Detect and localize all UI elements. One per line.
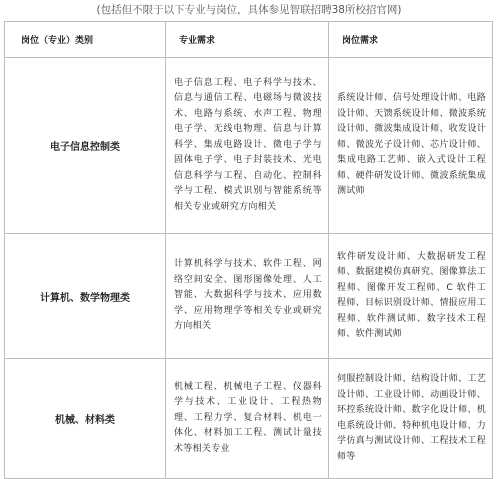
positions-text: 软件研发设计师、大数据研发工程师、数据建模仿真研究、图像算法工程师、图像开发工程师、C 软件工程师、目标识别设计师、情报应用工程师、软件测试师、数字技术工程师、软件测试师 [337, 251, 486, 339]
positions-cell [329, 58, 493, 234]
majors-text: 计算机科学与技术、软件工程、网络空间安全、图形图像处理、人工智能、大数据科学与技术、应用数学、应用物理学等相关专业或研究方向相关 [174, 259, 322, 332]
category-cell: 机械、材料类 [5, 359, 166, 479]
table-header-row [5, 22, 493, 58]
table-row [5, 58, 493, 234]
majors-cell [166, 234, 329, 359]
header-majors: 专业需求 [166, 22, 329, 58]
majors-cell [166, 359, 329, 479]
positions-text: 系统设计师、信号处理设计师、电路设计师、天馈系统设计师、微波系统设计师、微波集成设计师、收发设计师、微波光子设计师、芯片设计师、集成电路工艺师、嵌入式设计工程师、硬件研发设计师、微波系统集成测试师 [337, 93, 486, 197]
header-category: 岗位（专业）类别 [5, 22, 166, 58]
positions-cell [329, 234, 493, 359]
job-requirements-table [4, 21, 493, 479]
page-caption: (包括但不限于以下专业与岗位，具体参见智联招聘38所校招官网) [96, 4, 402, 16]
category-cell: 电子信息控制类 [5, 58, 166, 234]
header-positions: 岗位需求 [329, 22, 493, 58]
table-row [5, 234, 493, 359]
majors-text: 电子信息工程、电子科学与技术、信息与通信工程、电磁场与微波技术、电路与系统、水声工程、物理电子学、无线电物理、信息与计算科学、集成电路设计、微电子学与固体电子学、电子封装技术、光电信息科学与工程、自动化、控制科学与工程、模式识别与智能系统等相关专业或研究方向相关 [174, 77, 322, 212]
majors-cell [166, 58, 329, 234]
category-cell: 计算机、数学物理类 [5, 234, 166, 359]
table-row [5, 359, 493, 479]
positions-cell [329, 359, 493, 479]
majors-text: 机械工程、机械电子工程、仪器科学与技术、工业设计、工程热物理、工程力学、复合材料、机电一体化、材料加工工程、测试计量技术等相关专业 [174, 381, 322, 454]
positions-text: 伺服控制设计师、结构设计师、工艺设计师、工业设计师、动画设计师、环控系统设计师、数字化设计师、机电系统设计师、特种机电设计师、力学仿真与测试设计师、工程技术工程师等 [337, 374, 486, 462]
